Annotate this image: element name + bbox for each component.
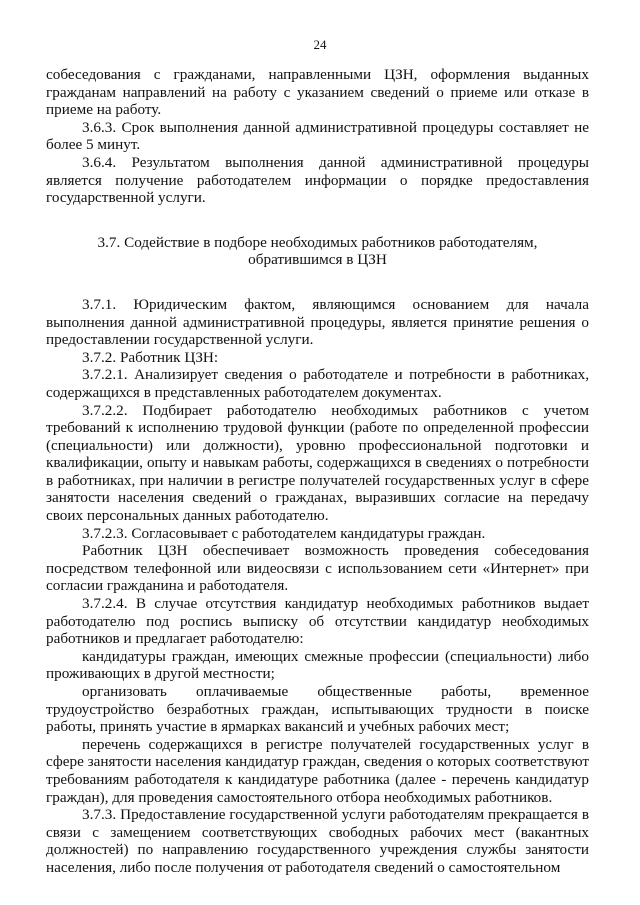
section-heading-line-2: обратившимся в ЦЗН (248, 251, 387, 269)
paragraph-3-7-3: 3.7.3. Предоставление государственной услуги работодателям прекращается в связи с замещением соответствующих свободных рабочих мест (вакантных должностей) по направлению государственного учреждения службы занятости населения, либо после получения от работодателя сведений о самостоятельном (46, 806, 589, 876)
paragraph-option-public-works: организовать оплачиваемые общественные работы, временное трудоустройство безработных граждан, испытывающих трудности в поиске работы, принять участие в ярмарках вакансий и учебных рабочих мест; (46, 683, 589, 736)
paragraph-3-7-2-3: 3.7.2.3. Согласовывает с работодателем кандидатуры граждан. (82, 524, 486, 542)
paragraph-continuation: собеседования с гражданами, направленными ЦЗН, оформления выданных гражданам направлений на работу с указанием сведений о приеме или отказе в приеме на работу. (46, 66, 589, 119)
paragraph-interview: Работник ЦЗН обеспечивает возможность проведения собеседования посредством телефонной или видеосвязи с использованием сети «Интернет» при согласии гражданина и работодателя. (46, 542, 589, 595)
paragraph-3-7-2-4: 3.7.2.4. В случае отсутствия кандидатур необходимых работников выдает работодателю под роспись выписку об отсутствии кандидатур необходимых работников и предлагает работодателю: (46, 595, 589, 648)
paragraph-3-7-2-1: 3.7.2.1. Анализирует сведения о работодателе и потребности в работниках, содержащихся в представленных работодателем документах. (46, 366, 589, 401)
section-heading-line-1: 3.7. Содействие в подборе необходимых работников работодателям, (97, 233, 538, 251)
document-body (46, 66, 589, 877)
page-number: 24 (313, 37, 327, 52)
paragraph-option-list: перечень содержащихся в регистре получателей государственных услуг в сфере занятости населения кандидатур граждан, сведения о которых соответствуют требованиям работодателя к кандидатуре работника (далее - перечень кандидатур граждан), для проведения самостоятельного отбора необходимых работников. (46, 735, 589, 806)
paragraph-3-7-1: 3.7.1. Юридическим фактом, являющимся основанием для начала выполнения данной административной процедуры, является принятие решения о предоставлении государственной услуги. (46, 295, 589, 349)
paragraph-3-7-2-2: 3.7.2.2. Подбирает работодателю необходимых работников с учетом требований к исполнению трудовой функции (работе по определенной профессии (специальности) или должности), уровню профессиональной подготовки и квалификации, опыту и навыкам работы, содержащихся в сведениях о потребности в работниках, при наличии в регистре получателей государственных услуг в сфере занятости населения сведений о гражданах, выразивших согласие на передачу своих персональных данных работодателю. (46, 401, 589, 525)
paragraph-option-candidates: кандидатуры граждан, имеющих смежные профессии (специальности) либо проживающих в другой местности; (46, 647, 589, 683)
paragraph-3-7-2: 3.7.2. Работник ЦЗН: (82, 348, 219, 366)
paragraph-3-6-3: 3.6.3. Срок выполнения данной административной процедуры составляет не более 5 минут. (46, 118, 589, 154)
section-heading-3-7 (46, 234, 589, 269)
paragraph-3-6-4: 3.6.4. Результатом выполнения данной административной процедуры является получение работодателем информации о порядке предоставления государственной услуги. (46, 153, 589, 207)
